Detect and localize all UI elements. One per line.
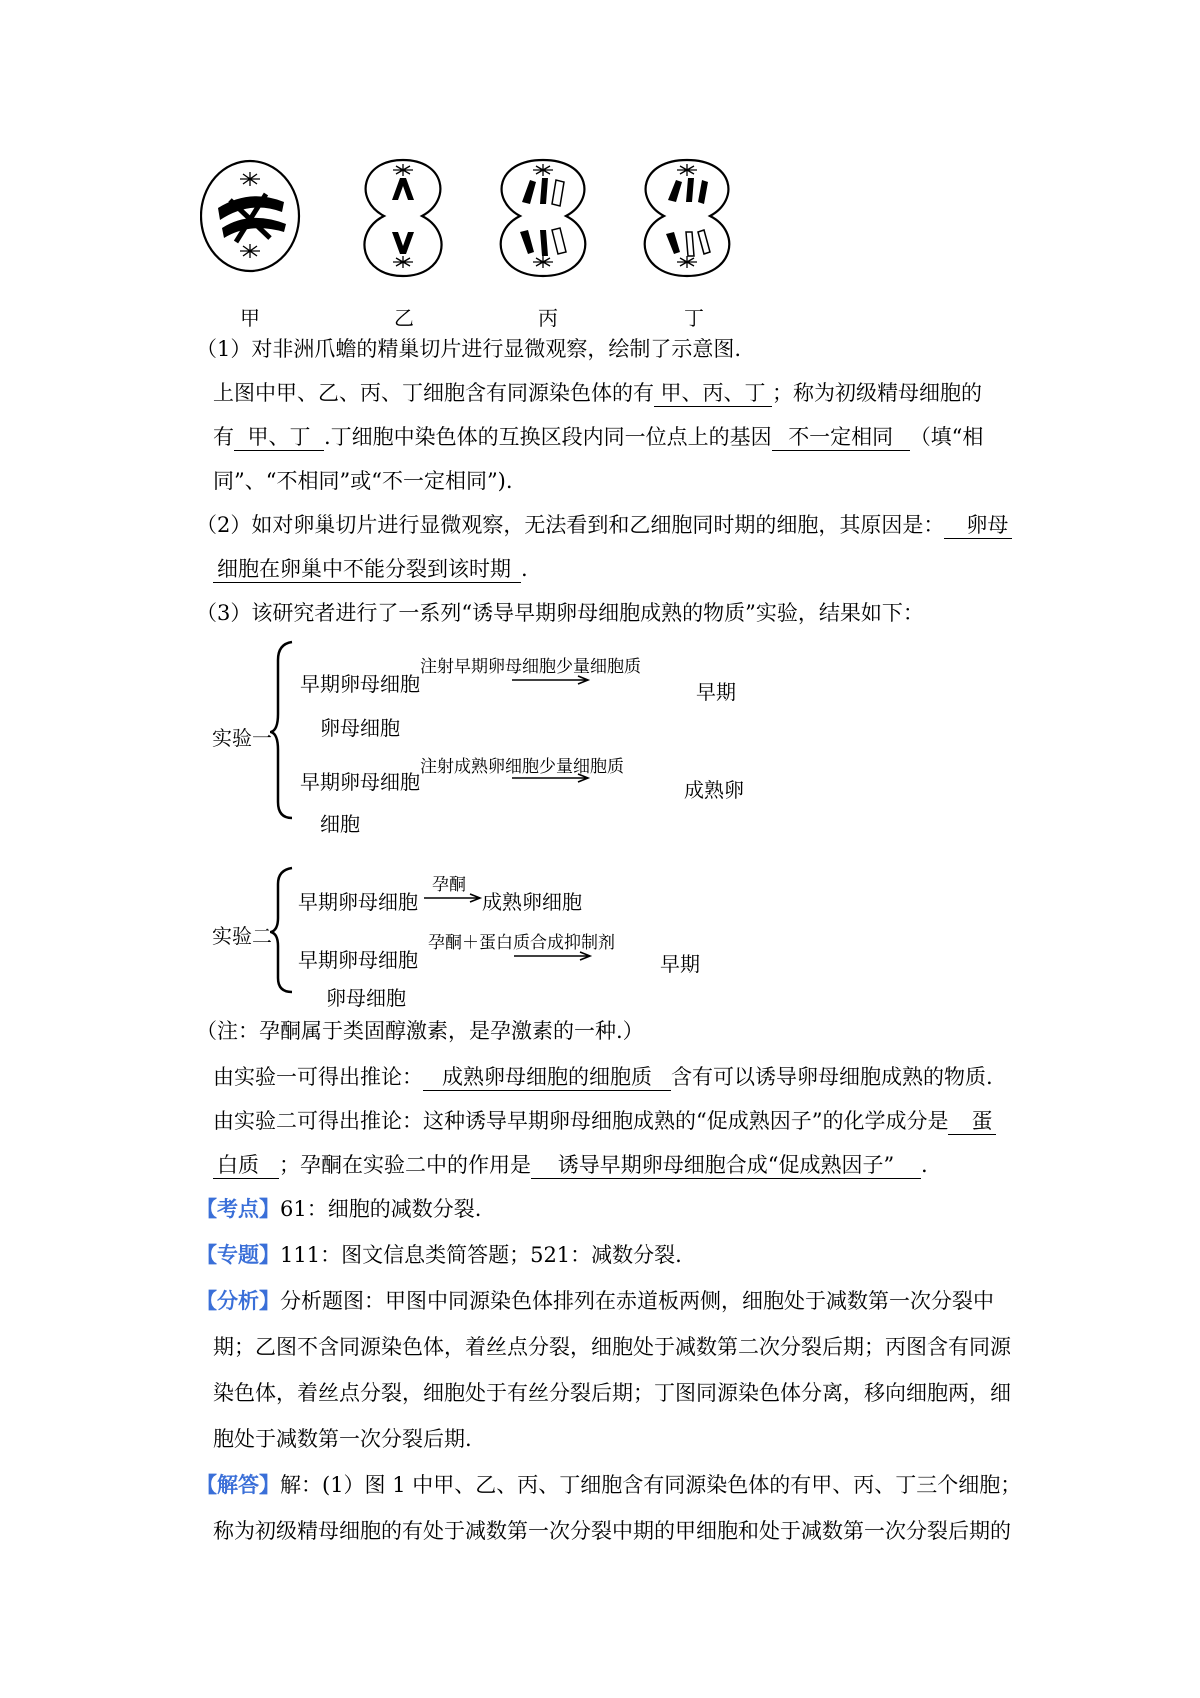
zhuanti-tag: 【专题】 [196,1242,280,1267]
exp2-r2-arrow [514,950,594,962]
q2-line-1: （2）如对卵巢切片进行显微观察，无法看到和乙细胞同时期的细胞，其原因是： 卵母 [196,510,1016,540]
cell-label-jia: 甲 [240,306,260,330]
exp1-r1-arrow [512,674,592,686]
exp2-r2-arrow-label: 孕酮＋蛋白质合成抑制剂 [428,933,615,953]
exp1-label: 实验一 [212,726,272,750]
cell-label-yi: 乙 [394,306,414,330]
fenxi-line-3: 染色体，着丝点分裂，细胞处于有丝分裂后期；丁图同源染色体分离，移向细胞两，细 [213,1381,1011,1405]
exp1-r2-arrow-label: 注射成熟卵细胞少量细胞质 [420,757,624,777]
exp1-r2-end2: 细胞 [320,812,360,836]
q2-line-2: 细胞在卵巢中不能分裂到该时期 . [213,554,1033,584]
exp1-r2-start: 早期卵母细胞 [300,770,420,794]
q3-intro: （3）该研究者进行了一系列“诱导早期卵母细胞成熟的物质”实验，结果如下： [196,601,924,625]
cell-label-ding: 丁 [684,306,704,330]
exp1-r1-arrow-label: 注射早期卵母细胞少量细胞质 [420,657,641,677]
cell-division-figure [200,150,760,290]
answer-inference-2b: 白质 [213,1152,279,1179]
answer-inference-2a: 蛋 [948,1108,996,1135]
cell-yi-drawing [364,160,441,276]
exp2-brace [270,866,296,996]
q1-intro: （1）对非洲爪蟾的精巢切片进行显微观察，绘制了示意图. [196,337,742,361]
exp1-r1-start: 早期卵母细胞 [300,672,420,696]
note: （注：孕酮属于类固醇激素，是孕激素的一种.） [196,1019,644,1043]
exp1-brace [270,640,296,820]
exp2-label: 实验二 [212,924,272,948]
jieda-line-2: 称为初级精母细胞的有处于减数第一次分裂中期的甲细胞和处于减数第一次分裂后期的 [213,1519,1011,1543]
exp2-r1-arrow-label: 孕酮 [432,875,466,895]
answer-inference-1: 成熟卵母细胞的细胞质 [423,1064,671,1091]
exp2-r2-start: 早期卵母细胞 [298,948,418,972]
inference-2: 由实验二可得出推论：这种诱导早期卵母细胞成熟的“促成熟因子”的化学成分是 蛋 [213,1106,1033,1136]
kaodian: 【考点】61：细胞的减数分裂. [196,1196,482,1221]
exp2-r1-start: 早期卵母细胞 [298,890,418,914]
q1-line-2: 有 甲、丁 .丁细胞中染色体的互换区段内同一位点上的基因 不一定相同 （填“相 [213,425,984,449]
cell-label-bing: 丙 [538,306,558,330]
answer-homologous: 甲、丙、丁 [654,380,772,407]
jieda-line-1: 【解答】解：(1）图 1 中甲、乙、丙、丁细胞含有同源染色体的有甲、丙、丁三个细胞； [196,1472,1022,1497]
inference-1: 由实验一可得出推论： 成熟卵母细胞的细胞质 含有可以诱导卵母细胞成熟的物质. [213,1065,993,1089]
answer-q2-part1: 卵母 [944,512,1012,539]
cell-bing-drawing [501,160,586,276]
q1-line-1: 上图中甲、乙、丙、丁细胞含有同源染色体的有 甲、丙、丁 ；称为初级精母细胞的 [213,381,982,405]
jieda-tag: 【解答】 [196,1472,280,1497]
exp1-r2-arrow [512,772,592,784]
cell-jia-drawing [201,161,299,271]
zhuanti: 【专题】111：图文信息类简答题；521：减数分裂. [196,1242,682,1267]
exp1-r1-end2: 卵母细胞 [320,716,400,740]
fenxi-line-1: 【分析】分析题图：甲图中同源染色体排列在赤道板两侧，细胞处于减数第一次分裂中 [196,1288,994,1313]
fenxi-tag: 【分析】 [196,1288,280,1313]
answer-gene: 不一定相同 [772,424,910,451]
answer-inference-3: 诱导早期卵母细胞合成“促成熟因子” [531,1152,921,1179]
exp2-r1-end: 成熟卵细胞 [482,890,582,914]
exp2-r1-arrow [424,892,484,904]
kaodian-tag: 【考点】 [196,1196,280,1221]
exp2-r2-end: 早期 [660,952,700,976]
cell-ding-drawing [645,160,730,276]
exp1-r1-end: 早期 [696,680,736,704]
exp2-r2-end2: 卵母细胞 [326,986,406,1010]
inference-3: 白质 ；孕酮在实验二中的作用是 诱导早期卵母细胞合成“促成熟因子” . [213,1150,1033,1180]
answer-q2-part2: 细胞在卵巢中不能分裂到该时期 [213,556,521,583]
fenxi-line-4: 胞处于减数第一次分裂后期. [213,1427,472,1451]
exp1-r2-end: 成熟卵 [684,778,744,802]
q1-line-3: 同”、“不相同”或“不一定相同”). [213,469,513,493]
answer-primary: 甲、丁 [234,424,324,451]
fenxi-line-2: 期；乙图不含同源染色体，着丝点分裂，细胞处于减数第二次分裂后期；丙图含有同源 [213,1335,1011,1359]
